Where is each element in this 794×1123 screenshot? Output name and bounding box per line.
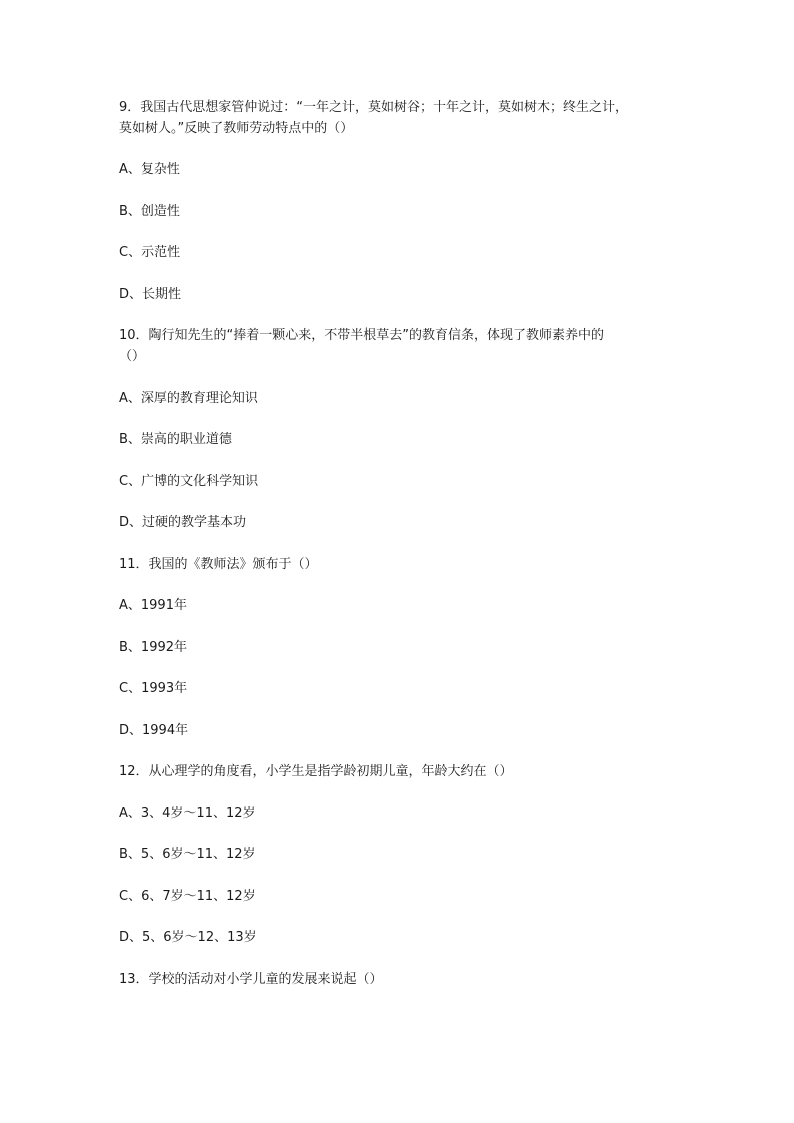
question-11-option-d: D、1994年 <box>119 723 189 738</box>
question-9-stem-line-2: 莫如树人。”反映了教师劳动特点中的（） <box>119 121 354 136</box>
question-10-option-c: C、广博的文化科学知识 <box>119 474 259 489</box>
question-11-option-c: C、1993年 <box>119 681 188 696</box>
question-12-stem-line-1: 12．从心理学的角度看，小学生是指学龄初期儿童，年龄大约在（） <box>119 764 513 779</box>
question-9-stem-line-1: 9．我国古代思想家管仲说过：“一年之计，莫如树谷；十年之计，莫如树木；终生之计， <box>119 100 629 115</box>
question-12-option-d: D、5、6岁～12、13岁 <box>119 930 257 945</box>
question-9-option-c: C、示范性 <box>119 245 181 260</box>
question-10-stem-line-1: 10．陶行知先生的“捧着一颗心来，不带半根草去”的教育信条，体现了教师素养中的 <box>119 328 605 343</box>
question-9-option-b: B、创造性 <box>119 204 180 219</box>
question-10-option-a: A、深厚的教育理论知识 <box>119 391 258 406</box>
question-9-option-a: A、复杂性 <box>119 162 180 177</box>
question-12-option-c: C、6、7岁～11、12岁 <box>119 889 256 904</box>
question-13-stem-line-1: 13．学校的活动对小学儿童的发展来说起（） <box>119 972 383 987</box>
question-11-option-a: A、1991年 <box>119 598 187 613</box>
question-11-stem-line-1: 11．我国的《教师法》颁布于（） <box>119 557 318 572</box>
question-9-option-d: D、长期性 <box>119 287 182 302</box>
question-12-option-b: B、5、6岁～11、12岁 <box>119 847 256 862</box>
question-10-stem-line-2: （） <box>119 349 146 364</box>
question-11-option-b: B、1992年 <box>119 640 188 655</box>
question-12-option-a: A、3、4岁～11、12岁 <box>119 806 256 821</box>
question-10-option-b: B、崇高的职业道德 <box>119 432 232 447</box>
question-10-option-d: D、过硬的教学基本功 <box>119 515 247 530</box>
